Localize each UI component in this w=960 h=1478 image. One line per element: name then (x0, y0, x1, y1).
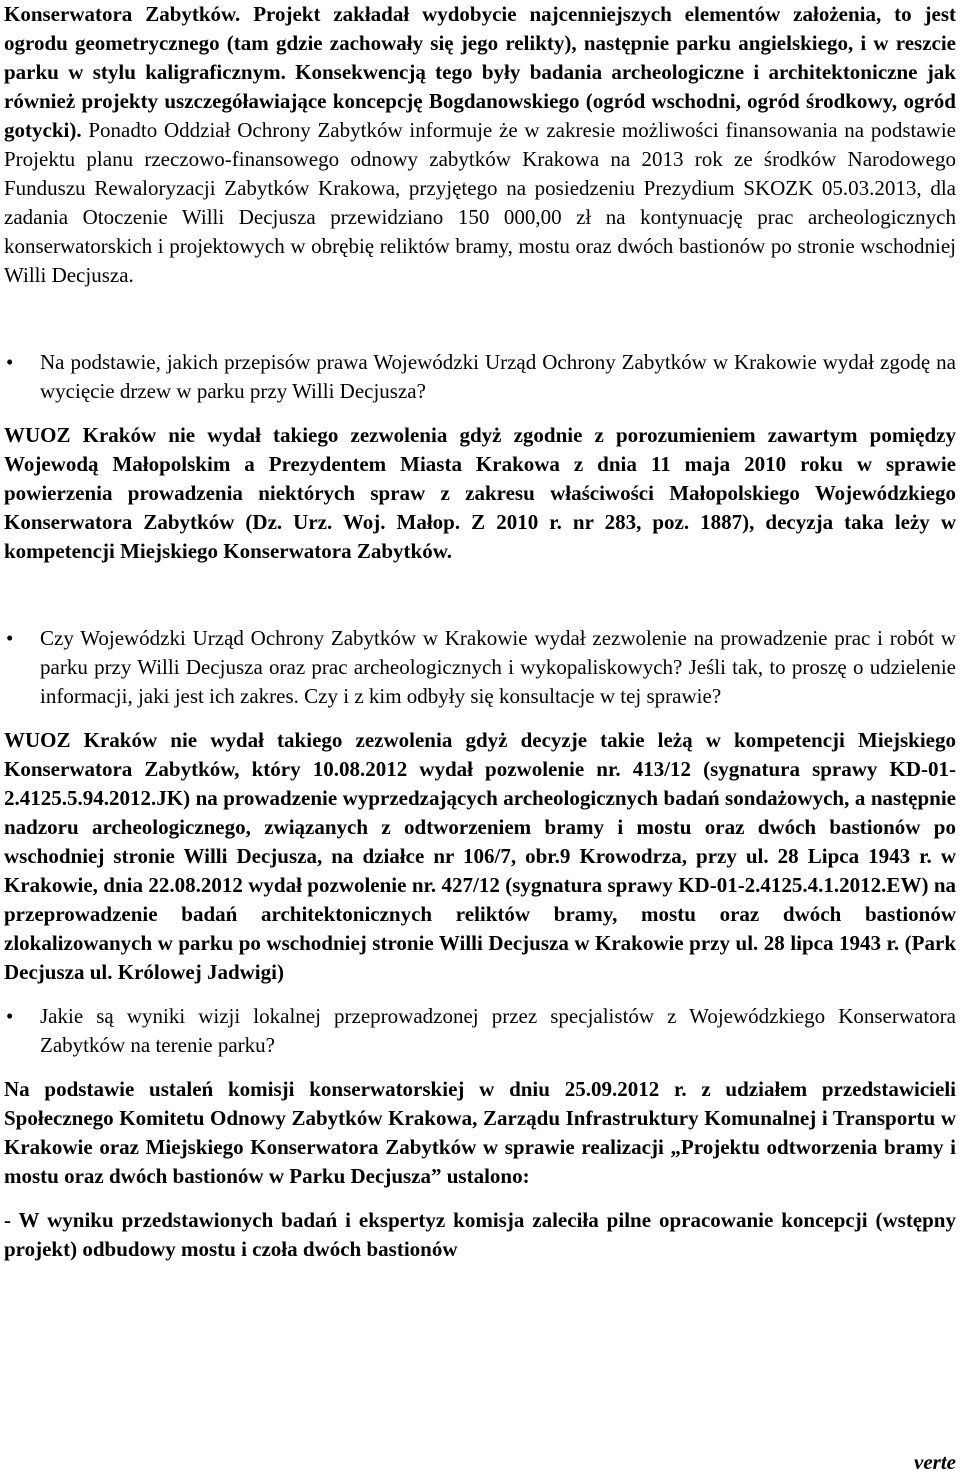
question-3-text: Jakie są wyniki wizji lokalnej przeprowadzonej przez specjalistów z Wojewódzkiego Konserwatora Zabytków na terenie parku? (40, 1004, 956, 1057)
answer-3-text: Na podstawie ustaleń komisji konserwatorskiej w dniu 25.09.2012 r. z udziałem przedstawicieli Społecznego Komitetu Odnowy Zabytków Krakowa, Zarządu Infrastruktury Komunalnej i Transportu w Krakowie oraz Miejskiego Konserwatora Zabytków w sprawie realizacji „Projektu odtworzenia bramy i mostu oraz dwóch bastionów w Parku Decjusza” ustalono: (4, 1077, 956, 1188)
question-3 (4, 1002, 956, 1060)
answer-1-text: WUOZ Kraków nie wydał takiego zezwolenia gdyż zgodnie z porozumieniem zawartym pomiędzy Wojewodą Małopolskim a Prezydentem Miasta Krakowa z dnia 11 maja 2010 roku w sprawie powierzenia prowadzenia niektórych spraw z zakresu właściwości Małopolskiego Wojewódzkiego Konserwatora Zabytków (Dz. Urz. Woj. Małop. Z 2010 r. nr 283, poz. 1887), decyzja taka leży w kompetencji Miejskiego Konserwatora Zabytków. (4, 423, 956, 563)
question-1-text: Na podstawie, jakich przepisów prawa Wojewódzki Urząd Ochrony Zabytków w Krakowie wydał zgodę na wycięcie drzew w parku przy Willi Decjusza? (40, 350, 956, 403)
question-2-text: Czy Wojewódzki Urząd Ochrony Zabytków w Krakowie wydał zezwolenie na prowadzenie prac i robót w parku przy Willi Decjusza oraz prac archeologicznych i wykopaliskowych? Jeśli tak, to proszę o udzielenie informacji, jaki jest ich zakres. Czy i z kim odbyły się konsultacje w tej sprawie? (40, 626, 956, 708)
intro-lead: Konserwatora Zabytków. (4, 2, 241, 26)
question-1 (4, 348, 956, 406)
answer-2-text: WUOZ Kraków nie wydał takiego zezwolenia gdyż decyzje takie leżą w kompetencji Miejskiego Konserwatora Zabytków, który 10.08.2012 wydał pozwolenie nr. 413/12 (sygnatura sprawy KD-01-2.4125.5.94.2012.JK) na prowadzenie wyprzedzających archeologicznych badań sondażowych, a następnie nadzoru archeologicznego, związanych z odtworzeniem bramy i mostu oraz dwóch bastionów po wschodniej stronie Willi Decjusza, na działce nr 106/7, obr.9 Krowodrza, przy ul. 28 Lipca 1943 r. w Krakowie, dnia 22.08.2012 wydał pozwolenie nr. 427/12 (sygnatura sprawy KD-01-2.4125.4.1.2012.EW) na przeprowadzenie badań architektonicznych reliktów bramy, mostu oraz dwóch bastionów zlokalizowanych w parku po wschodniej stronie Willi Decjusza w Krakowie przy ul. 28 lipca 1943 r. (Park Decjusza ul. Królowej Jadwigi) (4, 728, 956, 984)
intro-paragraph (4, 0, 956, 290)
final-paragraph: - W wyniku przedstawionych badań i ekspertyz komisja zaleciła pilne opracowanie koncepcji (wstępny projekt) odbudowy mostu i czoła dwóch bastionów (4, 1208, 956, 1261)
bullet-icon: • (6, 350, 14, 374)
intro-normal-text: Ponadto Oddział Ochrony Zabytków informuje że w zakresie możliwości finansowania na podstawie Projektu planu rzeczowo-finansowego odnowy zabytków Krakowa na 2013 rok ze środków Narodowego Funduszu Rewaloryzacji Zabytków Krakowa, przyjętego na posiedzeniu Prezydium SKOZK 05.03.2013, dla zadania Otoczenie Willi Decjusza przewidziano 150 000,00 zł na kontynuację prac archeologicznych konserwatorskich i projektowych w obrębię reliktów bramy, mostu oraz dwóch bastionów po stronie wschodniej Willi Decjusza. (4, 118, 956, 287)
page-footer-verte: verte (914, 1450, 956, 1474)
intro-bold-text: Projekt zakładał wydobycie najcenniejszych elementów założenia, to jest ogrodu geometrycznego (tam gdzie zachowały się jego relikty), następnie parku angielskiego, i w reszcie parku w stylu kaligraficznym. Konsekwencją tego były badania archeologiczne i architektoniczne jak również projekty uszczegóławiające koncepcję Bogdanowskiego (ogród wschodni, ogród środkowy, ogród gotycki). (4, 2, 956, 142)
bullet-icon: • (6, 626, 14, 650)
document-page (4, 0, 956, 1264)
bullet-icon: • (6, 1004, 14, 1028)
question-2 (4, 624, 956, 711)
